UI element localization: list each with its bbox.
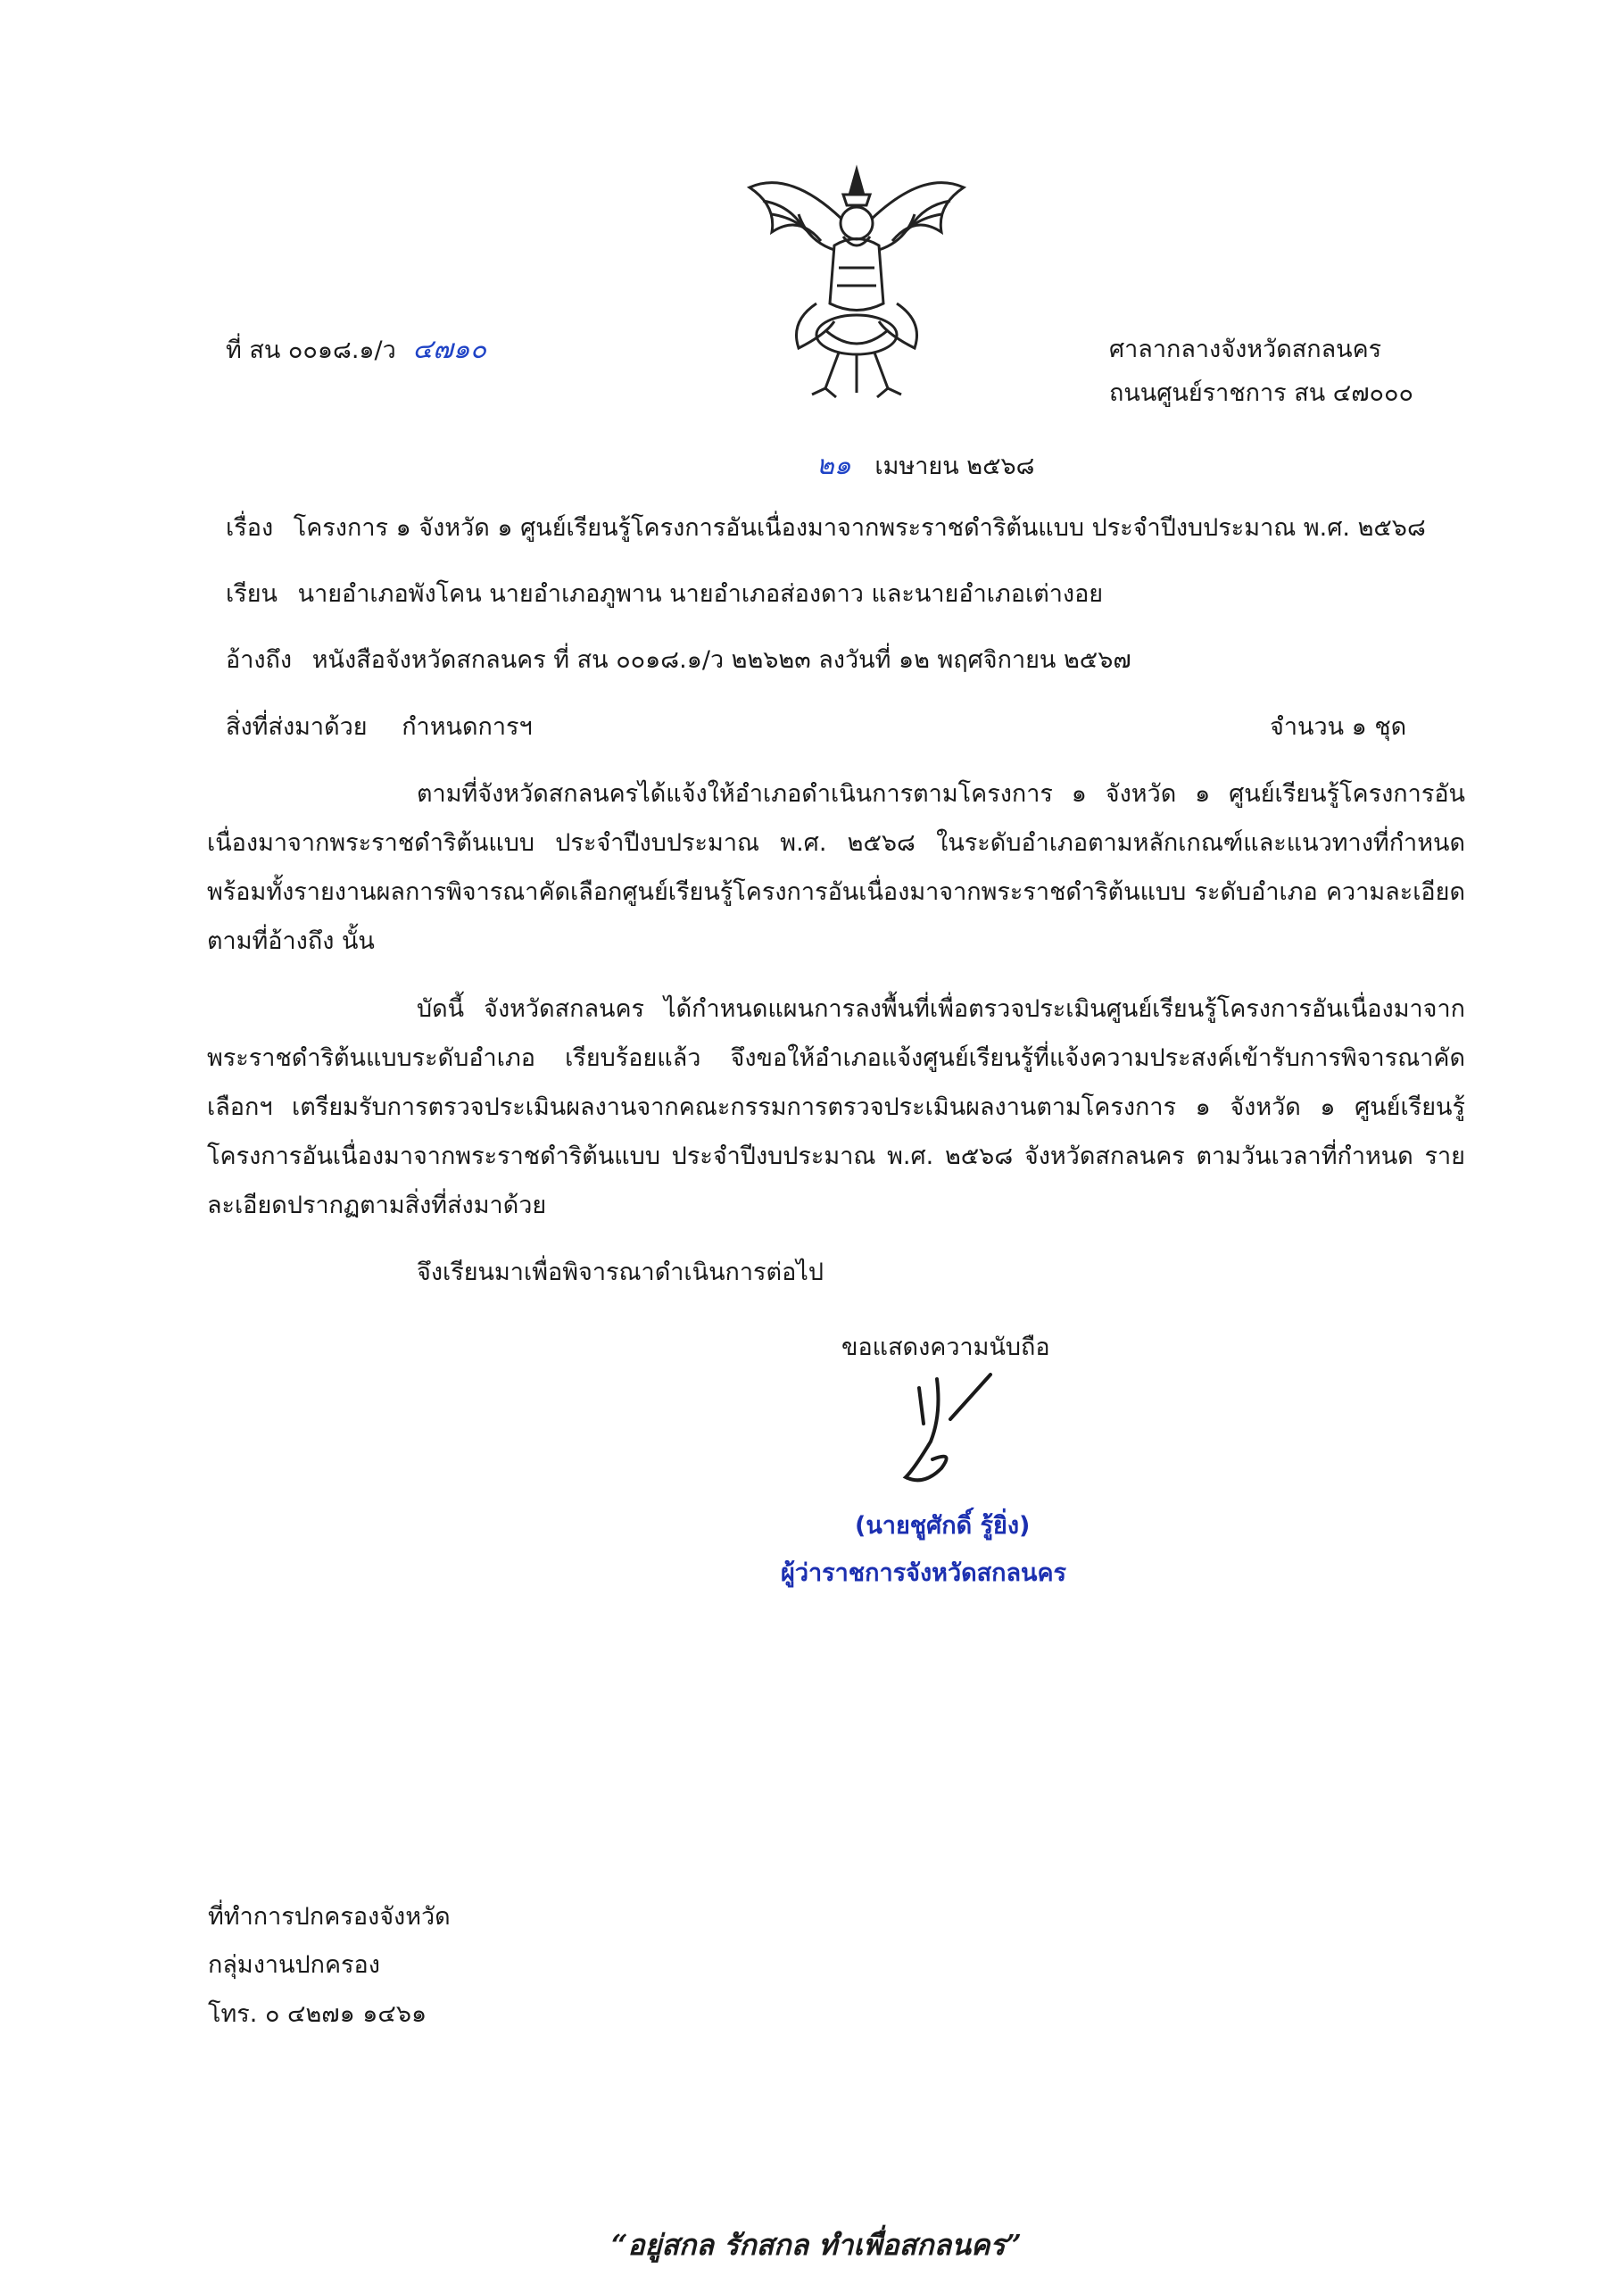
recipient-label: เรียน — [226, 580, 278, 608]
closing-regards: ขอแสดงความนับถือ — [841, 1334, 1050, 1361]
garuda-emblem-icon — [736, 152, 977, 406]
body-paragraph-3: จึงเรียนมาเพื่อพิจารณาดำเนินการต่อไป — [417, 1259, 824, 1286]
enclosure-label: สิ่งที่ส่งมาด้วย — [226, 713, 368, 741]
provincial-motto: “อยู่สกล รักสกล ทำเพื่อสกลนคร” — [611, 2228, 1022, 2262]
reference-handwritten-number: ๔๗๑๐ — [412, 334, 487, 365]
reference-label: อ้างถึง — [226, 646, 293, 674]
signature-mark — [888, 1370, 995, 1495]
office-address-line1: ศาลากลางจังหวัดสกลนคร — [1109, 336, 1382, 363]
enclosure-count: จำนวน ๑ ชุด — [1270, 713, 1407, 741]
date-month-year: เมษายน ๒๕๖๘ — [874, 453, 1035, 480]
reference-number: ที่ สน ๐๐๑๘.๑/ว — [226, 337, 396, 364]
department-phone: โทร. ๐ ๔๒๗๑ ๑๔๖๑ — [208, 2000, 427, 2028]
body-paragraph-2: บัดนี้ จังหวัดสกลนคร ได้กำหนดแผนการลงพื้นที่เพื่อตรวจประเมินศูนย์เรียนรู้โครงการอันเนื่องมาจากพระราชดำริต้นแบบระดับอำเภอ เรียบร้อยแล้ว จึงขอให้อำเภอแจ้งศูนย์เรียนรู้ที่แจ้งความประสงค์เข้ารับการพิจารณาคัดเลือกฯ เตรียมรับการตรวจประเมินผลงานจากคณะกรรมการตรวจประเมินผลงานตามโครงการ ๑ จังหวัด ๑ ศูนย์เรียนรู้โครงการอันเนื่องมาจากพระราชดำริต้นแบบ ประจำปีงบประมาณ พ.ศ. ๒๕๖๘ จังหวัดสกลนคร ตามวันเวลาที่กำหนด รายละเอียดปรากฏตามสิ่งที่ส่งมาด้วย — [207, 995, 1465, 1219]
body-paragraph-1: ตามที่จังหวัดสกลนครได้แจ้งให้อำเภอดำเนินการตามโครงการ ๑ จังหวัด ๑ ศูนย์เรียนรู้โครงการอันเนื่องมาจากพระราชดำริต้นแบบ ประจำปีงบประมาณ พ.ศ. ๒๕๖๘ ในระดับอำเภอตามหลักเกณฑ์และแนวทางที่กำหนด พร้อมทั้งรายงานผลการพิจารณาคัดเลือกศูนย์เรียนรู้โครงการอันเนื่องมาจากพระราชดำริต้นแบบ ระดับอำเภอ ความละเอียดตามที่อ้างถึง นั้น — [207, 780, 1465, 955]
department-line2: กลุ่มงานปกครอง — [208, 1951, 380, 1979]
recipient-text: นายอำเภอพังโคน นายอำเภอภูพาน นายอำเภอส่องดาว และนายอำเภอเต่างอย — [297, 580, 1104, 608]
signer-name: (นายชูศักดิ์ รู้ยิ่ง) — [855, 1512, 1031, 1540]
department-line1: ที่ทำการปกครองจังหวัด — [208, 1903, 451, 1931]
date-handwritten-day: ๒๑ — [816, 450, 851, 481]
office-address-line2: ถนนศูนย์ราชการ สน ๔๗๐๐๐ — [1109, 379, 1413, 407]
enclosure-text: กำหนดการฯ — [402, 713, 533, 741]
signer-title: ผู้ว่าราชการจังหวัดสกลนคร — [781, 1559, 1067, 1587]
reference-text: หนังสือจังหวัดสกลนคร ที่ สน ๐๐๑๘.๑/ว ๒๒๖๒๓ ลงวันที่ ๑๒ พฤศจิกายน ๒๕๖๗ — [311, 646, 1131, 674]
subject-label: เรื่อง — [226, 514, 274, 542]
subject-text: โครงการ ๑ จังหวัด ๑ ศูนย์เรียนรู้โครงการอันเนื่องมาจากพระราชดำริต้นแบบ ประจำปีงบประมาณ พ.ศ. ๒๕๖๘ — [293, 514, 1426, 542]
